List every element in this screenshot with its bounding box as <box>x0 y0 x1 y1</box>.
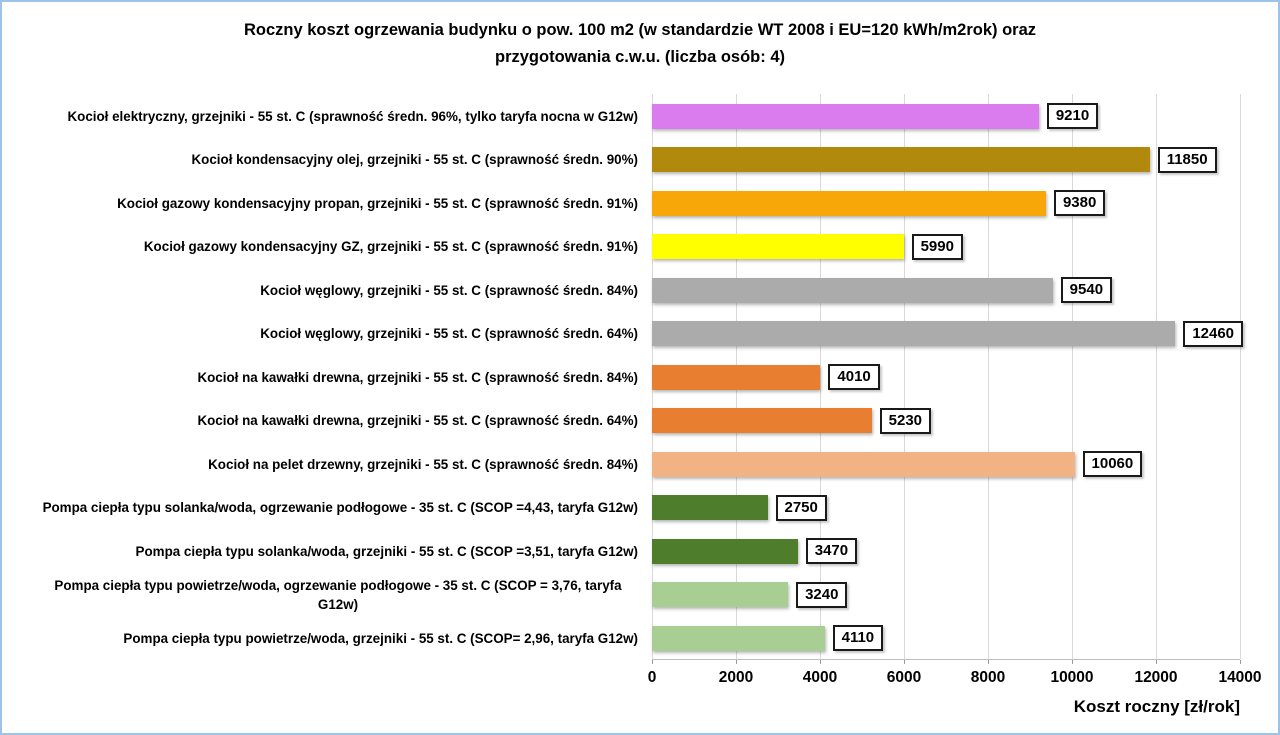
x-axis <box>647 660 1262 692</box>
plot-area <box>2 94 1278 660</box>
chart-row <box>2 225 1278 269</box>
x-tick-label: 8000 <box>970 669 1006 687</box>
x-tick-label: 6000 <box>886 669 922 687</box>
bar <box>652 452 1075 477</box>
chart-title-line2: przygotowania c.w.u. (liczba osób: 4) <box>495 48 785 67</box>
chart-row <box>2 181 1278 225</box>
x-tick-label: 0 <box>647 669 657 687</box>
category-label-wrap <box>38 629 638 648</box>
bar-track <box>652 312 1240 356</box>
bar <box>652 495 768 520</box>
category-label: Pompa ciepła typu powietrze/woda, grzejniki - 55 st. C (SCOP= 2,96, taryfa G12w) <box>123 630 638 646</box>
category-label-wrap <box>38 324 638 343</box>
chart-row <box>2 94 1278 138</box>
bar-track <box>652 355 1240 399</box>
chart-row <box>2 355 1278 399</box>
chart-row <box>2 268 1278 312</box>
bar <box>652 408 872 433</box>
category-label-wrap <box>38 576 638 614</box>
bar <box>652 191 1046 216</box>
category-label: Pompa ciepła typu solanka/woda, grzejniki - 55 st. C (SCOP =3,51, taryfa G12w) <box>135 543 638 559</box>
value-label: 9540 <box>1061 277 1112 303</box>
bar <box>652 582 788 607</box>
chart-row <box>2 312 1278 356</box>
bar-track <box>652 442 1240 486</box>
category-label: Kocioł kondensacyjny olej, grzejniki - 55 st. C (sprawność średn. 90%) <box>191 152 638 168</box>
bar-track <box>652 181 1240 225</box>
x-axis-title: Koszt roczny [zł/rok] <box>1073 697 1240 717</box>
x-tick-mark <box>1156 660 1157 664</box>
bar-track <box>652 268 1240 312</box>
value-label: 12460 <box>1183 321 1243 347</box>
bar-track <box>652 486 1240 530</box>
chart-row <box>2 442 1278 486</box>
value-label: 4010 <box>828 364 879 390</box>
value-label: 10060 <box>1083 451 1143 477</box>
x-tick-mark <box>1240 660 1241 664</box>
chart-row <box>2 616 1278 660</box>
chart-title-line1: Roczny koszt ogrzewania budynku o pow. 100 m2 (w standardzie WT 2008 i EU=120 kWh/m2rok) oraz <box>243 21 1037 39</box>
bar <box>652 234 904 259</box>
x-tick-label: 14000 <box>1218 669 1262 687</box>
x-tick-label: 2000 <box>718 669 754 687</box>
x-tick-mark <box>652 660 653 664</box>
bar <box>652 365 820 390</box>
chart-rows <box>2 94 1278 660</box>
bar <box>652 539 798 564</box>
bar-track <box>652 94 1240 138</box>
value-label: 5990 <box>912 234 963 260</box>
category-label-wrap <box>38 368 638 387</box>
bar <box>652 278 1053 303</box>
chart-row <box>2 529 1278 573</box>
category-label: Kocioł gazowy kondensacyjny propan, grzejniki - 55 st. C (sprawność średn. 91%) <box>117 195 638 211</box>
chart-row <box>2 573 1278 617</box>
bar <box>652 626 825 651</box>
value-label: 4110 <box>833 625 884 651</box>
category-label: Kocioł gazowy kondensacyjny GZ, grzejniki - 55 st. C (sprawność średn. 91%) <box>143 239 638 255</box>
chart-title <box>2 2 1278 71</box>
category-label-wrap <box>38 150 638 169</box>
x-tick-label: 10000 <box>1050 669 1094 687</box>
bar <box>652 321 1175 346</box>
category-label-wrap <box>38 281 638 300</box>
value-label: 5230 <box>880 408 931 434</box>
category-label: Kocioł elektryczny, grzejniki - 55 st. C (sprawność średn. 96%, tylko taryfa nocna w G12w) <box>67 108 638 124</box>
value-label: 9380 <box>1054 190 1105 216</box>
x-tick-mark <box>736 660 737 664</box>
x-tick-mark <box>904 660 905 664</box>
x-tick-mark <box>1072 660 1073 664</box>
bar-track <box>652 573 1240 617</box>
category-label: Kocioł na kawałki drewna, grzejniki - 55 st. C (sprawność średn. 64%) <box>197 413 638 429</box>
category-label: Kocioł na pelet drzewny, grzejniki - 55 st. C (sprawność średn. 84%) <box>208 456 638 472</box>
bar-track <box>652 529 1240 573</box>
value-label: 3240 <box>796 582 847 608</box>
chart-row <box>2 138 1278 182</box>
bar-track <box>652 138 1240 182</box>
x-tick-mark <box>988 660 989 664</box>
chart-row <box>2 486 1278 530</box>
chart-row <box>2 399 1278 443</box>
category-label-wrap <box>38 411 638 430</box>
x-tick-label: 12000 <box>1134 669 1178 687</box>
bar-track <box>652 225 1240 269</box>
bar <box>652 147 1150 172</box>
category-label-wrap <box>38 107 638 126</box>
x-tick-label: 4000 <box>802 669 838 687</box>
value-label: 3470 <box>806 538 857 564</box>
bar <box>652 104 1039 129</box>
category-label-wrap <box>38 194 638 213</box>
bar-track <box>652 399 1240 443</box>
category-label-wrap <box>38 455 638 474</box>
category-label: Kocioł na kawałki drewna, grzejniki - 55 st. C (sprawność średn. 84%) <box>197 369 638 385</box>
value-label: 11850 <box>1158 147 1217 173</box>
category-label-wrap <box>38 542 638 561</box>
category-label: Kocioł węglowy, grzejniki - 55 st. C (sprawność średn. 84%) <box>260 282 638 298</box>
category-label: Pompa ciepła typu powietrze/woda, ogrzewanie podłogowe - 35 st. C (SCOP = 3,76, taryfa G12w) <box>54 577 622 612</box>
value-label: 2750 <box>776 495 827 521</box>
x-tick-mark <box>820 660 821 664</box>
category-label: Pompa ciepła typu solanka/woda, ogrzewanie podłogowe - 35 st. C (SCOP =4,43, taryfa G12w) <box>42 500 638 516</box>
category-label-wrap <box>38 498 638 517</box>
category-label-wrap <box>38 237 638 256</box>
value-label: 9210 <box>1047 103 1098 129</box>
category-label: Kocioł węglowy, grzejniki - 55 st. C (sprawność średn. 64%) <box>260 326 638 342</box>
bar-track <box>652 616 1240 660</box>
